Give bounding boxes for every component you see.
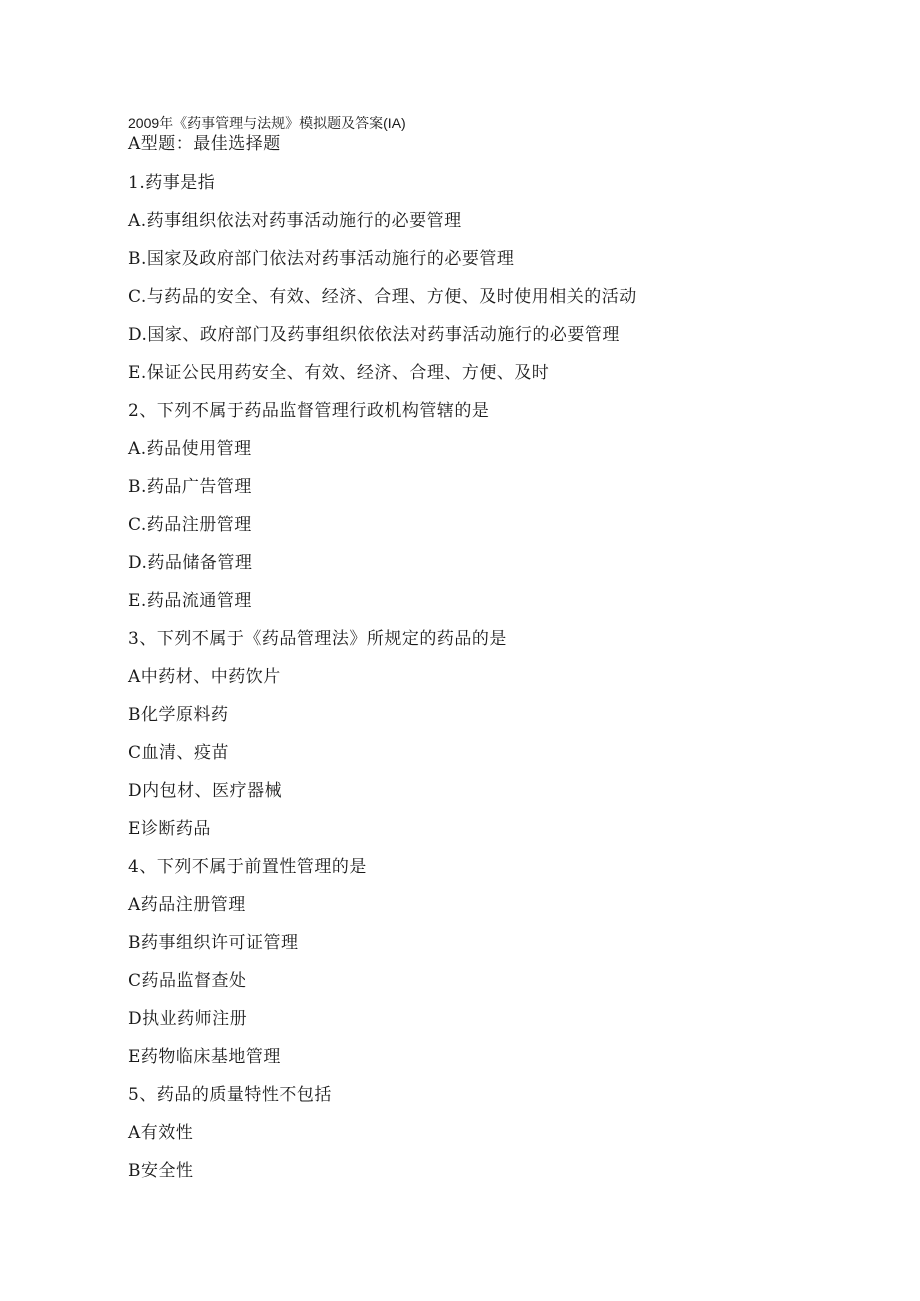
question-stem: 2、下列不属于药品监督管理行政机构管辖的是 — [128, 401, 490, 421]
question-stem: 3、下列不属于《药品管理法》所规定的药品的是 — [128, 629, 507, 649]
question-option: E.药品流通管理 — [128, 591, 252, 611]
question-stem: 4、下列不属于前置性管理的是 — [128, 857, 367, 877]
question-option: A.药品使用管理 — [128, 439, 252, 459]
question-option: B.国家及政府部门依法对药事活动施行的必要管理 — [128, 249, 515, 269]
question-option: D.国家、政府部门及药事组织依依法对药事活动施行的必要管理 — [128, 325, 620, 345]
question-option: E.保证公民用药安全、有效、经济、合理、方便、及时 — [128, 363, 550, 383]
question-option: B.药品广告管理 — [128, 477, 252, 497]
question-option: C.药品注册管理 — [128, 515, 252, 535]
question-stem: 5、药品的质量特性不包括 — [128, 1085, 332, 1105]
question-option: E药物临床基地管理 — [128, 1047, 281, 1067]
question-option: C.与药品的安全、有效、经济、合理、方便、及时使用相关的活动 — [128, 287, 637, 307]
question-stem: 1.药事是指 — [128, 173, 216, 193]
question-option: A.药事组织依法对药事活动施行的必要管理 — [128, 211, 462, 231]
question-option: C药品监督查处 — [128, 971, 247, 991]
question-option: B药事组织许可证管理 — [128, 933, 299, 953]
question-option: B安全性 — [128, 1161, 194, 1181]
question-option: A有效性 — [128, 1123, 194, 1143]
question-option: D执业药师注册 — [128, 1009, 248, 1029]
question-option: A中药材、中药饮片 — [128, 667, 281, 687]
question-option: C血清、疫苗 — [128, 743, 230, 763]
document-title: 2009年《药事管理与法规》模拟题及答案(IA) — [128, 115, 406, 131]
question-option: D内包材、医疗器械 — [128, 781, 283, 801]
question-option: B化学原料药 — [128, 705, 229, 725]
question-option: D.药品储备管理 — [128, 553, 253, 573]
section-heading: A型题：最佳选择题 — [128, 134, 281, 154]
question-option: E诊断药品 — [128, 819, 211, 839]
question-option: A药品注册管理 — [128, 895, 246, 915]
